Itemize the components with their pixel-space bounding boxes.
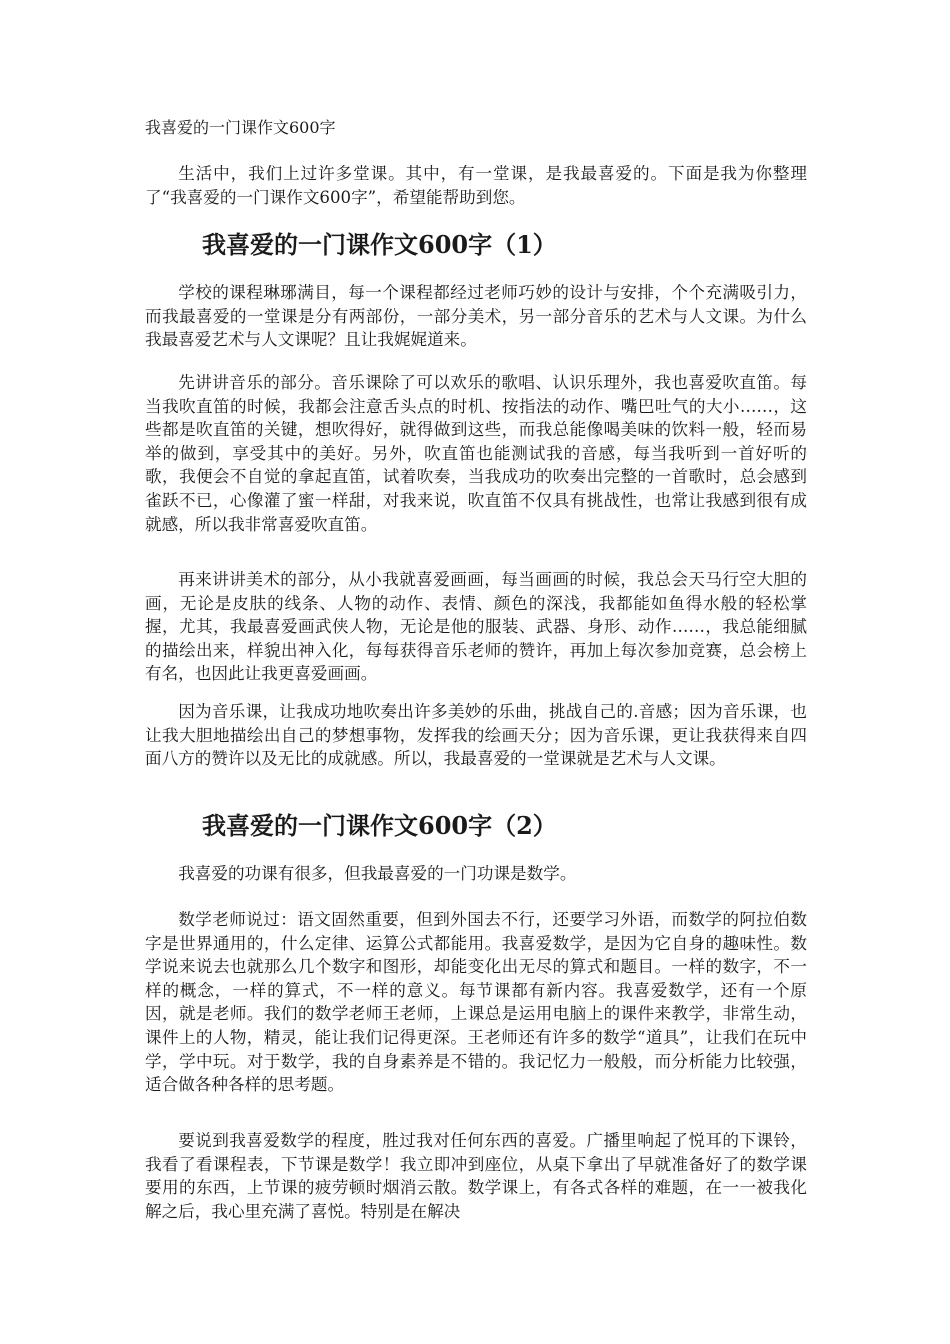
intro-paragraph: 生活中，我们上过许多堂课。其中，有一堂课，是我最喜爱的。下面是我为你整理了“我喜爱的一门课作文600字”，希望能帮助到您。 [145,164,807,207]
section-1-heading: 我喜爱的一门课作文600字（1） [202,230,557,259]
section-2-paragraph-1: 我喜爱的功课有很多，但我最喜爱的一门功课是数学。 [178,864,577,883]
section-2-paragraph-2: 数学老师说过：语文固然重要，但到外国去不行，还要学习外语，而数学的阿拉伯数字是世界通用的，什么定律、运算公式都能用。我喜爱数学，是因为它自身的趣味性。数学说来说去也就那么几个数字和图形，却能变化出无尽的算式和题目。一样的数字，不一样的概念，一样的算式，不一样的意义。每节课都有新内容。我喜爱数学，还有一个原因，就是老师。我们的数学老师王老师，上课总是运用电脑上的课件来教学，非常生动，课件上的人物，精灵，能让我们记得更深。王老师还有许多的数学“道具”，让我们在玩中学，学中玩。对于数学，我的自身素养是不错的。我记忆力一般般，而分析能力比较强，适合做各种各样的思考题。 [145,910,807,1095]
section-1-paragraph-4: 因为音乐课，让我成功地吹奏出许多美妙的乐曲，挑战自己的.音感；因为音乐课，也让我大胆地描绘出自己的梦想事物，发挥我的绘画天分；因为音乐课，更让我获得来自四面八方的赞许以及无比的成就感。所以，我最喜爱的一堂课就是艺术与人文课。 [145,702,807,769]
section-1-paragraph-2: 先讲讲音乐的部分。音乐课除了可以欢乐的歌唱、认识乐理外，我也喜爱吹直笛。每当我吹直笛的时候，我都会注意舌头点的时机、按指法的动作、嘴巴吐气的大小……，这些都是吹直笛的关键，想吹得好，就得做到这些，而我总能像喝美味的饮料一般，轻而易举的做到，享受其中的美好。另外，吹直笛也能测试我的音感，每当我听到一首好听的歌，我便会不自觉的拿起直笛，试着吹奏，当我成功的吹奏出完整的一首歌时，总会感到雀跃不已，心像灌了蜜一样甜，对我来说，吹直笛不仅具有挑战性，也常让我感到很有成就感，所以我非常喜爱吹直笛。 [145,373,807,534]
section-2-paragraph-3: 要说到我喜爱数学的程度，胜过我对任何东西的喜爱。广播里响起了悦耳的下课铃，我看了看课程表，下节课是数学！我立即冲到座位，从桌下拿出了早就准备好了的数学课要用的东西，上节课的疲劳顿时烟消云散。数学课上，有各式各样的难题，在一一被我化解之后，我心里充满了喜悦。特别是在解决 [145,1131,807,1221]
section-1-paragraph-3: 再来讲讲美术的部分，从小我就喜爱画画，每当画画的时候，我总会天马行空大胆的画，无论是皮肤的线条、人物的动作、表情、颜色的深浅，我都能如鱼得水般的轻松掌握，尤其，我最喜爱画武侠人物，无论是他的服装、武器、身形、动作……，我总能细腻的描绘出来，样貌出神入化，每每获得音乐老师的赞许，再加上每次参加竞赛，总会榜上有名，也因此让我更喜爱画画。 [145,570,807,684]
document-title: 我喜爱的一门课作文600字 [145,118,336,137]
section-1-paragraph-1: 学校的课程琳琊满目，每一个课程都经过老师巧妙的设计与安排，个个充满吸引力，而我最喜爱的一堂课是分有两部份，一部分美术，另一部分音乐的艺术与人文课。为什么我最喜爱艺术与人文课呢？且让我娓娓道来。 [145,283,807,350]
section-2-heading: 我喜爱的一门课作文600字（2） [202,811,557,840]
